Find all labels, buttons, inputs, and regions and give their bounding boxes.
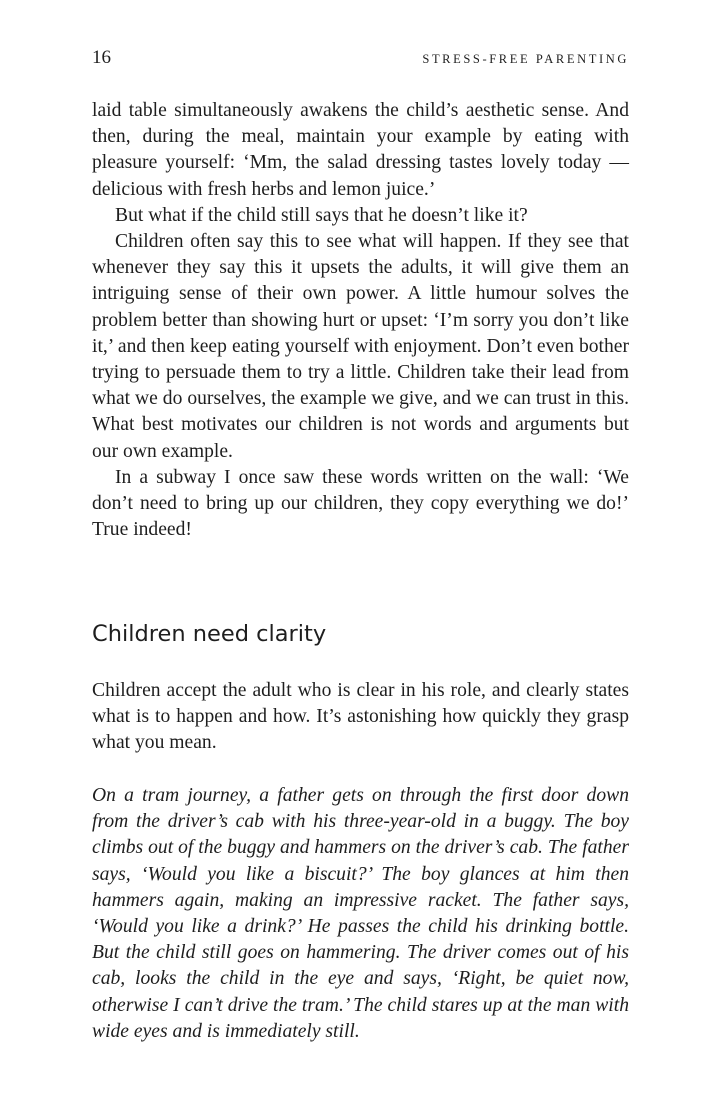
paragraph: But what if the child still says that he doesn’t like it?: [115, 204, 528, 226]
page-number: 16: [92, 47, 111, 68]
running-head: STRESS-FREE PARENTING: [422, 52, 629, 66]
paragraph: Children often say this to see what will happen. If they see that whenever they say this it upsets the adults, it will give them an intriguing sense of their own power. A little humour solves the problem better than showing hurt or upset: ‘I’m sorry you don’t like it,’ and then keep eating yourself with enjoyment. Don’t even bother trying to persuade them to try a little. Children take their lead from what we do ourselves, the example we give, and we can trust in this. What best motivates our children is not words and arguments but our own example.: [92, 231, 629, 462]
body-text-block: [92, 98, 629, 543]
paragraph: Children accept the adult who is clear in his role, and clearly states what is to happen and how. It’s astonishing how quickly they grasp what you mean.: [92, 680, 629, 754]
example-text-block: [92, 783, 629, 1045]
intro-text-block: [92, 678, 629, 757]
paragraph: laid table simultaneously awakens the child’s aesthetic sense. And then, during the meal, maintain your example by eating with pleasure yourself: ‘Mm, the salad dressing tastes lovely today — delicious with fresh herbs and lemon juice.’: [92, 100, 629, 200]
italic-example-paragraph: On a tram journey, a father gets on through the first door down from the driver’s cab with his three-year-old in a buggy. The boy climbs out of the buggy and hammers on the driver’s cab. The father says, ‘Would you like a biscuit?’ The boy glances at him then hammers again, making an impressive racket. The father says, ‘Would you like a drink?’ He passes the child his drinking bottle. But the child still goes on hammering. The driver comes out of his cab, looks the child in the eye and says, ‘Right, be quiet now, otherwise I can’t drive the tram.’ The child stares up at the man with wide eyes and is immediately still.: [92, 785, 629, 1042]
paragraph: In a subway I once saw these words written on the wall: ‘We don’t need to bring up our children, they copy everything we do!’ True indeed!: [92, 466, 629, 541]
section-heading: Children need clarity: [92, 621, 327, 647]
